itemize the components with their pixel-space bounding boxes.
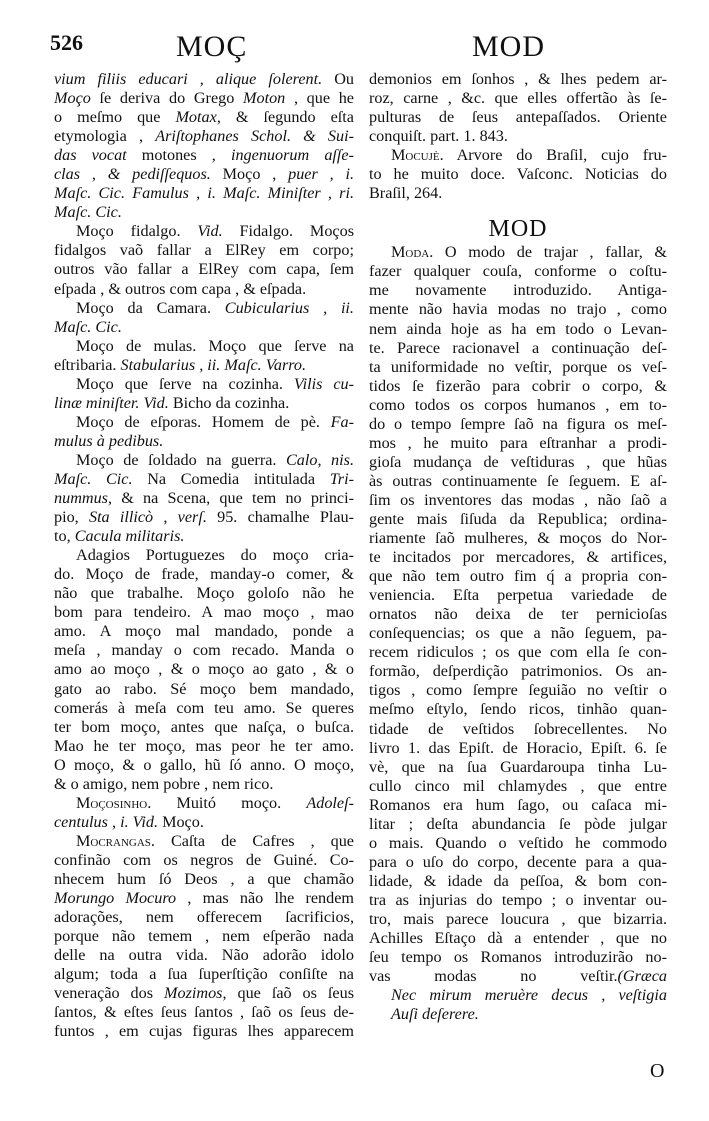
text-line: fidalgos vaõ fallar a ElRey em corpo; xyxy=(54,241,354,260)
right-column xyxy=(369,70,667,1024)
text-line: Maſc. Cic. Na Comedia intitulada Tri- xyxy=(54,469,354,488)
catchword: O xyxy=(650,1060,665,1082)
text-line: Adagios Portuguezes do moço cria- xyxy=(76,546,354,565)
text-line: centulus , i. Vid. Moço. xyxy=(54,812,204,831)
text-line: meſa , manday o com recado. Manda o xyxy=(54,641,354,660)
text-line: às outras continuamente ſe ſeguem. E aſ- xyxy=(369,471,667,490)
text-line: do. Moço de frade, manday-o comer, & xyxy=(54,565,354,584)
text-line: veniencia. Eſta perpetua variedade de xyxy=(369,586,667,605)
text-line: porque não temem , nem eſperão nada xyxy=(54,927,354,946)
text-line: to, Cacula militaris. xyxy=(54,527,185,546)
text-line: das vocat motones , ingenuorum aſſe- xyxy=(54,146,354,165)
text-line: ta uniformidade no veſtir, porque os veſ- xyxy=(369,357,667,376)
text-line: outros vão fallar a ElRey com capa, ſem xyxy=(54,260,354,279)
text-line: clas , & pediſſequos. Moço , puer , i. xyxy=(54,165,354,184)
text-line: meſmo eſtylo, ſendo ricos, tinhão quan- xyxy=(369,700,667,719)
text-line: ſantos, & eſtes ſeus ſantos , ſaõ os ſeus de- xyxy=(54,1003,354,1022)
text-line: te. Parece racionavel a continuação deſ- xyxy=(369,338,667,357)
running-head-left: MOÇ xyxy=(176,30,248,63)
text-line: nhecem hum ſó Deos , a que chamão xyxy=(54,869,354,888)
text-line: Moço da Camara. Cubicularius , ii. xyxy=(76,298,354,317)
right-column-entry-text xyxy=(369,243,667,1024)
text-line: mos , he muito para eſtranhar a prodi- xyxy=(369,433,667,452)
text-line: recem ridiculos ; os que com ella ſe con- xyxy=(369,643,667,662)
running-head-right: MOD xyxy=(472,30,546,63)
text-line: etymologia , Ariſtophanes Schol. & Sui- xyxy=(54,127,354,146)
text-line: gente mais ſiſuda da Republica; ordina- xyxy=(369,509,667,528)
text-line: para o uſo do corpo, decente para a qua- xyxy=(369,852,667,871)
text-line: comerás à meſa com teu amo. Se queres xyxy=(54,698,354,717)
text-line: tigos , como ſempre ſeguião no veſtir o xyxy=(369,681,667,700)
text-line: Moço fidalgo. Vid. Fidalgo. Moços xyxy=(76,222,354,241)
text-line: mulus à pedibus. xyxy=(54,431,164,450)
text-line: Romanos era hum ſago, ou caſaca mi- xyxy=(369,795,667,814)
text-line: Maſc. Cic. xyxy=(54,203,122,222)
text-line: Maſc. Cic. Famulus , i. Maſc. Miniſter , ri. xyxy=(54,184,354,203)
text-line: fazer qualquer couſa, conforme o coſtu- xyxy=(369,262,667,281)
text-line: adorações, nem offerecem ſacrificios, xyxy=(54,908,354,927)
text-line: livro 1. das Epiſt. de Horacio, Epiſt. 6. ſe xyxy=(369,738,667,757)
text-line: ſim os inventores das modas , não ſaõ a xyxy=(369,490,667,509)
text-line: roz, carne , &c. que elles offertão às ſe- xyxy=(369,89,667,108)
text-line: litar ; deſta abundancia ſe pòde julgar xyxy=(369,814,667,833)
text-line: eſtribaria. Stabularius , ii. Maſc. Varro. xyxy=(54,355,307,374)
page-number: 526 xyxy=(50,30,83,55)
text-line: gato ao rabo. Sé moço bem mandado, xyxy=(54,679,354,698)
section-heading: MOD xyxy=(488,216,548,243)
text-line: Mao he ter moço, mas peor he ter amo. xyxy=(54,736,354,755)
text-line: amo. A moço mal mandado, ponde a xyxy=(54,622,354,641)
text-line: conquiſt. part. 1. 843. xyxy=(369,127,508,146)
text-line: como todos os corpos humanos , em to- xyxy=(369,395,667,414)
text-line: Maſc. Cic. xyxy=(54,317,122,336)
text-line: Moço que ſerve na cozinha. Vilis cu- xyxy=(76,374,354,393)
text-line: formão, deſperdição patrimonios. Os an- xyxy=(369,662,667,681)
text-line: O moço, & o gallo, hũ ſó anno. O moço, xyxy=(54,755,354,774)
text-line: Mocrangas. Caſta de Cafres , que xyxy=(76,831,354,850)
text-line: delle na outra vida. Não adorão idolo xyxy=(54,946,354,965)
text-line: Nec mirum meruère decus , veſtigia xyxy=(391,986,667,1005)
text-line: nem ainda hoje as ha em todo o Levan- xyxy=(369,319,667,338)
text-line: lidade, & idade da peſſoa, & bom con- xyxy=(369,871,667,890)
text-line: nummus, & na Scena, que tem no princi- xyxy=(54,489,354,508)
text-line: confinão com os negros de Guiné. Co- xyxy=(54,850,354,869)
text-line: ornatos não deixa de ter pernicioſas xyxy=(369,605,667,624)
text-line: te incitados por mercadores, & artifices, xyxy=(369,548,667,567)
text-line: veneração dos Mozimos, que ſaõ os ſeus xyxy=(54,984,354,1003)
text-line: Moço de eſporas. Homem de pè. Fa- xyxy=(76,412,354,431)
text-line: amo ao moço , & o moço ao gato , & o xyxy=(54,660,354,679)
text-line: vè, que na ſua Guardaroupa tinha Lu- xyxy=(369,757,667,776)
text-line: tro, mais parece loucura , que bizarria. xyxy=(369,909,667,928)
text-line: demonios em ſonhos , & lhes pedem ar- xyxy=(369,70,667,88)
text-line: cullo cinco mil chlamydes , que entre xyxy=(369,776,667,795)
text-line: Moço de ſoldado na guerra. Calo, nis. xyxy=(76,450,354,469)
text-line: algum; toda a ſua ſuperſtição conſiſte na xyxy=(54,965,354,984)
text-line: vas modas no veſtir. (Græca xyxy=(369,967,667,986)
text-line: Moço ſe deriva do Grego Moton , que he xyxy=(54,89,354,108)
text-line: tidos ſe fizerão para cobrir o corpo, & xyxy=(369,376,667,395)
text-line: to he muito doce. Vaſconc. Noticias do xyxy=(369,165,667,184)
text-line: tra as injurias do tempo ; o inventar ou- xyxy=(369,890,667,909)
text-line: vium filiis educari , alique ſolerent. Ou xyxy=(54,70,354,88)
text-line: pio, Sta illicò , verſ. 95. chamalhe Plau- xyxy=(54,508,354,527)
right-column-top-text xyxy=(369,70,667,203)
text-line: Braſil, 264. xyxy=(369,184,443,203)
text-line: Mocujè. Arvore do Braſil, cujo fru- xyxy=(391,146,667,165)
text-line: Moda. O modo de trajar , fallar, & xyxy=(391,243,667,262)
text-line: riamente ſaõ mulheres, & moços do Nor- xyxy=(369,529,667,548)
text-line: do o tempo ſempre ſaõ na figura os meſ- xyxy=(369,414,667,433)
text-line: pulturas de ſeus antepaſſados. Oriente xyxy=(369,108,667,127)
text-line: tidade de veſtidos ſobrecellentes. No xyxy=(369,719,667,738)
text-line: Achilles Eſtaço dà a entender , que no xyxy=(369,929,667,948)
text-line: Moçosinho. Muitó moço. Adoleſ- xyxy=(76,793,354,812)
text-line: Auſi deſerere. xyxy=(391,1005,479,1024)
text-line: bom para tendeiro. A mao moço , mao xyxy=(54,603,354,622)
text-line: ter bom moço, antes que naſça, o buſca. xyxy=(54,717,354,736)
text-line: funtos , em cujas figuras lhes apparecem xyxy=(54,1022,354,1041)
text-line: conſequencias; os que a não ſeguem, pa- xyxy=(369,624,667,643)
text-line: me novamente introduzido. Antiga- xyxy=(369,281,667,300)
text-line: linæ miniſter. Vid. Bicho da cozinha. xyxy=(54,393,290,412)
text-line: & o amigo, nem pobre , nem rico. xyxy=(54,774,274,793)
text-line: o mais. Quando o veſtido he commodo xyxy=(369,833,667,852)
text-line: que não tem outro fim q́ a propria con- xyxy=(369,567,667,586)
text-line: Moço de mulas. Moço que ſerve na xyxy=(76,336,354,355)
left-column xyxy=(54,70,354,1041)
text-line: ſeu tempo os Romanos introduzirão no- xyxy=(369,948,667,967)
text-line: Morungo Mocuro , mas não lhe rendem xyxy=(54,889,354,908)
text-line: o meſmo que Motax, & ſegundo eſta xyxy=(54,108,354,127)
text-line: eſpada , & outros com capa , & eſpada. xyxy=(54,279,307,298)
text-line: mente não havia modas no trajo , como xyxy=(369,300,667,319)
text-line: não que trabalhe. Moço goloſo não he xyxy=(54,584,354,603)
text-line: gioſa mudança de veſtiduras , que hũas xyxy=(369,452,667,471)
